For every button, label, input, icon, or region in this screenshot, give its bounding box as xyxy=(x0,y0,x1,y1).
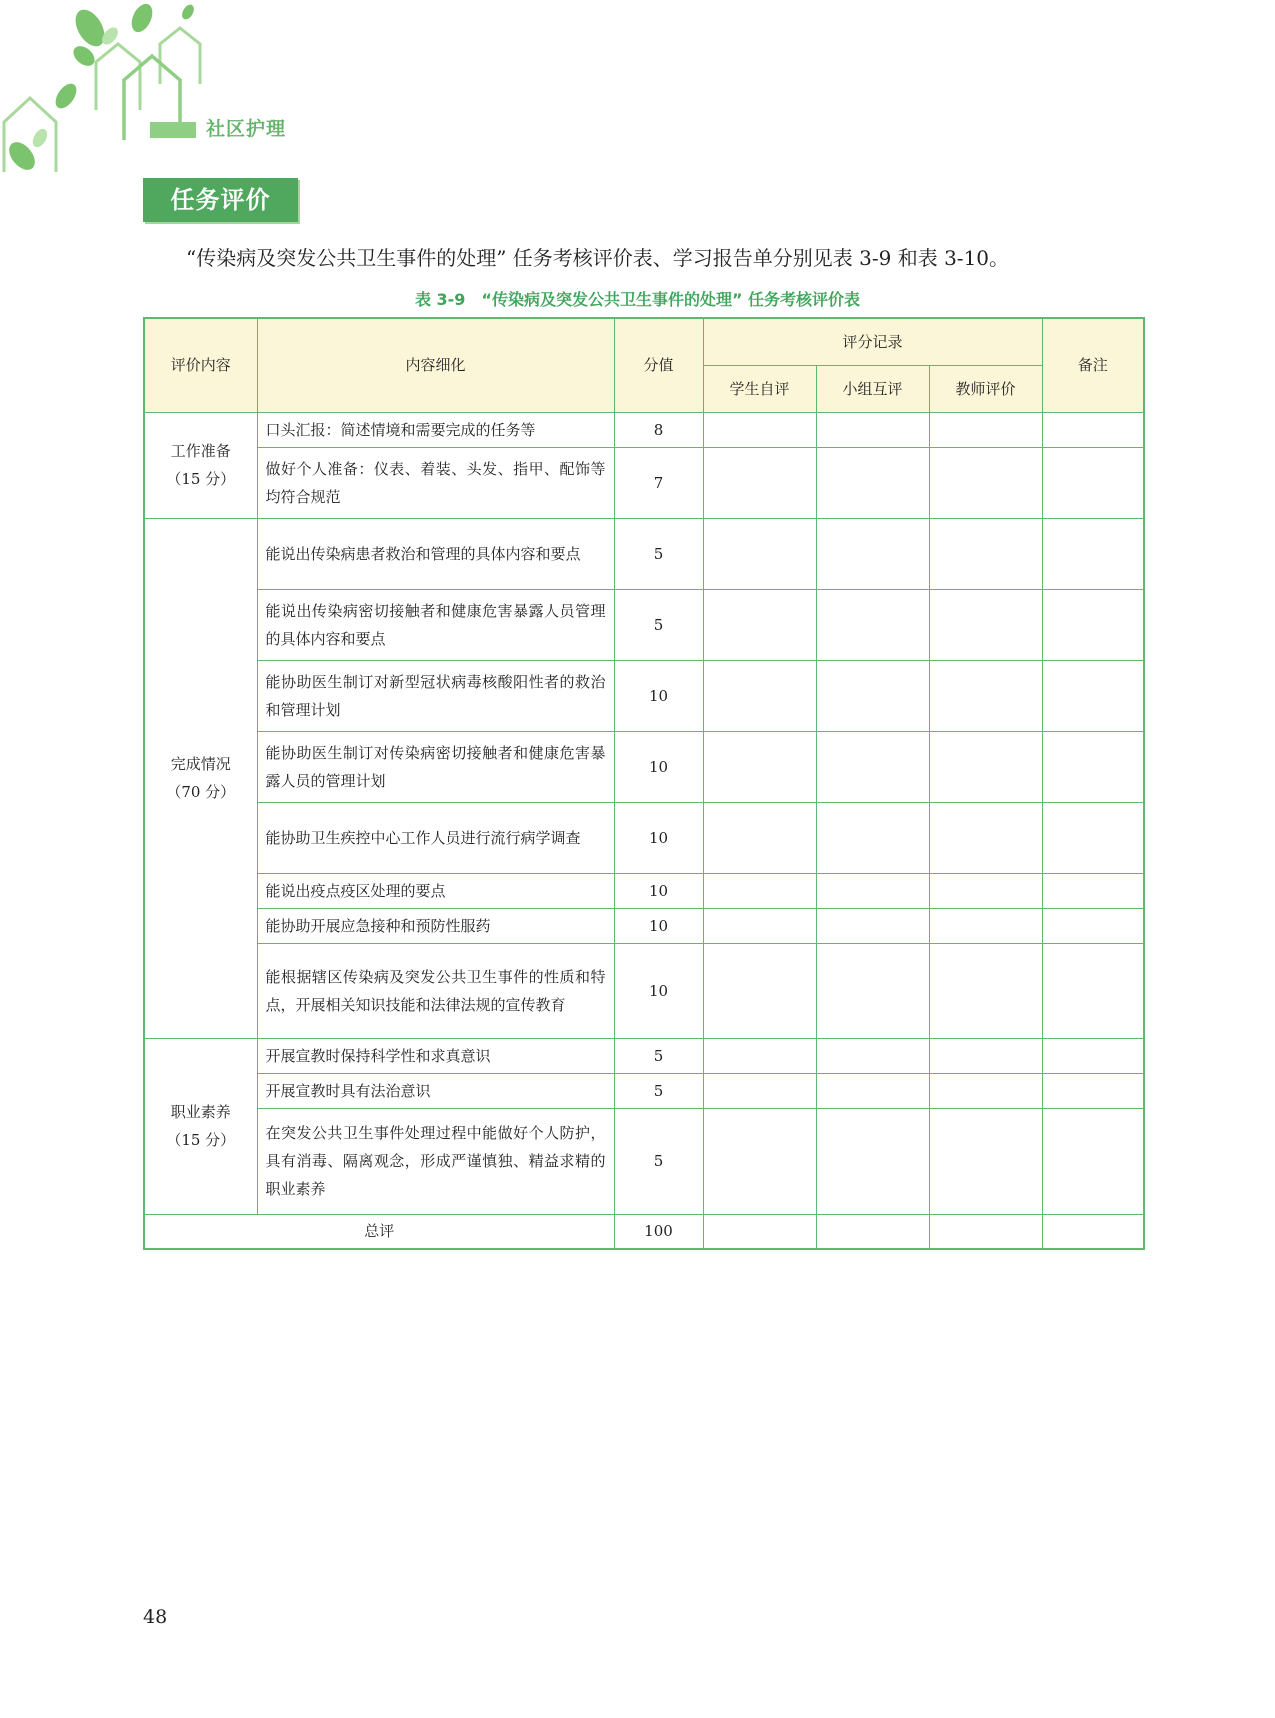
table-row xyxy=(144,873,1144,908)
teacher-eval-cell xyxy=(929,660,1042,731)
teacher-eval-cell xyxy=(929,518,1042,589)
teacher-eval-cell xyxy=(929,1108,1042,1214)
teacher-eval-cell xyxy=(929,1038,1042,1073)
table-row xyxy=(144,1073,1144,1108)
category-cell xyxy=(144,1038,257,1214)
peer-eval-cell xyxy=(816,873,929,908)
table-row xyxy=(144,802,1144,873)
header-record: 评分记录 xyxy=(703,318,1042,365)
peer-eval-cell xyxy=(816,660,929,731)
score-cell: 8 xyxy=(614,412,703,447)
remark-cell xyxy=(1042,802,1144,873)
self-eval-cell xyxy=(703,873,816,908)
remark-cell xyxy=(1042,1073,1144,1108)
page-number: 48 xyxy=(143,1606,168,1628)
detail-cell: 能协助医生制订对传染病密切接触者和健康危害暴露人员的管理计划 xyxy=(257,731,614,802)
score-cell: 5 xyxy=(614,1038,703,1073)
teacher-eval-cell xyxy=(929,412,1042,447)
detail-cell: 开展宣教时具有法治意识 xyxy=(257,1073,614,1108)
table-row xyxy=(144,908,1144,943)
teacher-eval-cell xyxy=(929,943,1042,1038)
score-cell: 10 xyxy=(614,660,703,731)
remark-cell xyxy=(1042,660,1144,731)
remark-cell xyxy=(1042,908,1144,943)
remark-cell xyxy=(1042,589,1144,660)
detail-cell: 能协助医生制订对新型冠状病毒核酸阳性者的救治和管理计划 xyxy=(257,660,614,731)
score-cell: 5 xyxy=(614,589,703,660)
self-eval-cell xyxy=(703,447,816,518)
self-eval-cell xyxy=(703,731,816,802)
category-points: （15 分） xyxy=(166,470,236,488)
peer-eval-cell xyxy=(816,1073,929,1108)
table-row xyxy=(144,943,1144,1038)
teacher-eval-cell xyxy=(929,1073,1042,1108)
category-name: 职业素养 xyxy=(170,1103,231,1121)
self-eval-cell xyxy=(703,412,816,447)
table-row xyxy=(144,660,1144,731)
peer-eval-cell xyxy=(816,1038,929,1073)
table-row xyxy=(144,518,1144,589)
self-eval-cell xyxy=(703,1108,816,1214)
score-cell: 5 xyxy=(614,518,703,589)
self-eval-cell xyxy=(703,802,816,873)
total-score: 100 xyxy=(614,1214,703,1249)
score-cell: 10 xyxy=(614,908,703,943)
detail-cell: 在突发公共卫生事件处理过程中能做好个人防护，具有消毒、隔离观念，形成严谨慎独、精益求精的职业素养 xyxy=(257,1108,614,1214)
category-cell xyxy=(144,412,257,518)
peer-eval-cell xyxy=(816,802,929,873)
header-score: 分值 xyxy=(614,318,703,412)
table-row xyxy=(144,1038,1144,1073)
teacher-eval-cell xyxy=(929,447,1042,518)
peer-eval-cell xyxy=(816,589,929,660)
category-name: 完成情况 xyxy=(170,755,231,773)
self-eval-cell xyxy=(703,1038,816,1073)
header-teacher: 教师评价 xyxy=(929,365,1042,412)
header-detail: 内容细化 xyxy=(257,318,614,412)
peer-eval-cell xyxy=(816,1214,929,1249)
header-peer: 小组互评 xyxy=(816,365,929,412)
peer-eval-cell xyxy=(816,908,929,943)
teacher-eval-cell xyxy=(929,731,1042,802)
remark-cell xyxy=(1042,1038,1144,1073)
self-eval-cell xyxy=(703,1073,816,1108)
remark-cell xyxy=(1042,412,1144,447)
category-points: （15 分） xyxy=(166,1131,236,1149)
peer-eval-cell xyxy=(816,518,929,589)
self-eval-cell xyxy=(703,660,816,731)
header-category: 评价内容 xyxy=(144,318,257,412)
header-self: 学生自评 xyxy=(703,365,816,412)
house-leaves-decoration xyxy=(0,0,300,180)
total-row xyxy=(144,1214,1144,1249)
section-label: 社区护理 xyxy=(206,118,287,140)
remark-cell xyxy=(1042,518,1144,589)
detail-cell: 能协助开展应急接种和预防性服药 xyxy=(257,908,614,943)
remark-cell xyxy=(1042,1108,1144,1214)
self-eval-cell xyxy=(703,908,816,943)
score-cell: 10 xyxy=(614,943,703,1038)
peer-eval-cell xyxy=(816,447,929,518)
score-cell: 10 xyxy=(614,802,703,873)
remark-cell xyxy=(1042,873,1144,908)
score-cell: 5 xyxy=(614,1073,703,1108)
table-row xyxy=(144,731,1144,802)
self-eval-cell xyxy=(703,589,816,660)
self-eval-cell xyxy=(703,943,816,1038)
peer-eval-cell xyxy=(816,412,929,447)
self-eval-cell xyxy=(703,518,816,589)
teacher-eval-cell xyxy=(929,802,1042,873)
score-cell: 10 xyxy=(614,731,703,802)
score-cell: 5 xyxy=(614,1108,703,1214)
teacher-eval-cell xyxy=(929,873,1042,908)
score-cell: 7 xyxy=(614,447,703,518)
total-label: 总评 xyxy=(144,1214,614,1249)
remark-cell xyxy=(1042,1214,1144,1249)
table-caption: 表 3-9 “传染病及突发公共卫生事件的处理” 任务考核评价表 xyxy=(414,290,861,309)
category-points: （70 分） xyxy=(166,783,236,801)
detail-cell: 口头汇报：简述情境和需要完成的任务等 xyxy=(257,412,614,447)
table-row xyxy=(144,412,1144,447)
evaluation-table xyxy=(143,317,1145,1250)
peer-eval-cell xyxy=(816,1108,929,1214)
remark-cell xyxy=(1042,943,1144,1038)
peer-eval-cell xyxy=(816,731,929,802)
intro-paragraph: “传染病及突发公共卫生事件的处理” 任务考核评价表、学习报告单分别见表 3-9 和表 3-10。 xyxy=(186,246,1010,270)
teacher-eval-cell xyxy=(929,1214,1042,1249)
table-row xyxy=(144,447,1144,518)
table-row xyxy=(144,1108,1144,1214)
category-cell xyxy=(144,518,257,1038)
header-remark: 备注 xyxy=(1042,318,1144,412)
remark-cell xyxy=(1042,447,1144,518)
task-heading: 任务评价 xyxy=(143,178,298,222)
peer-eval-cell xyxy=(816,943,929,1038)
detail-cell: 开展宣教时保持科学性和求真意识 xyxy=(257,1038,614,1073)
detail-cell: 能说出传染病密切接触者和健康危害暴露人员管理的具体内容和要点 xyxy=(257,589,614,660)
category-name: 工作准备 xyxy=(170,442,231,460)
teacher-eval-cell xyxy=(929,589,1042,660)
self-eval-cell xyxy=(703,1214,816,1249)
detail-cell: 能说出疫点疫区处理的要点 xyxy=(257,873,614,908)
table-row xyxy=(144,589,1144,660)
detail-cell: 能说出传染病患者救治和管理的具体内容和要点 xyxy=(257,518,614,589)
score-cell: 10 xyxy=(614,873,703,908)
remark-cell xyxy=(1042,731,1144,802)
detail-cell: 能协助卫生疾控中心工作人员进行流行病学调查 xyxy=(257,802,614,873)
detail-cell: 能根据辖区传染病及突发公共卫生事件的性质和特点，开展相关知识技能和法律法规的宣传教育 xyxy=(257,943,614,1038)
teacher-eval-cell xyxy=(929,908,1042,943)
detail-cell: 做好个人准备：仪表、着装、头发、指甲、配饰等均符合规范 xyxy=(257,447,614,518)
